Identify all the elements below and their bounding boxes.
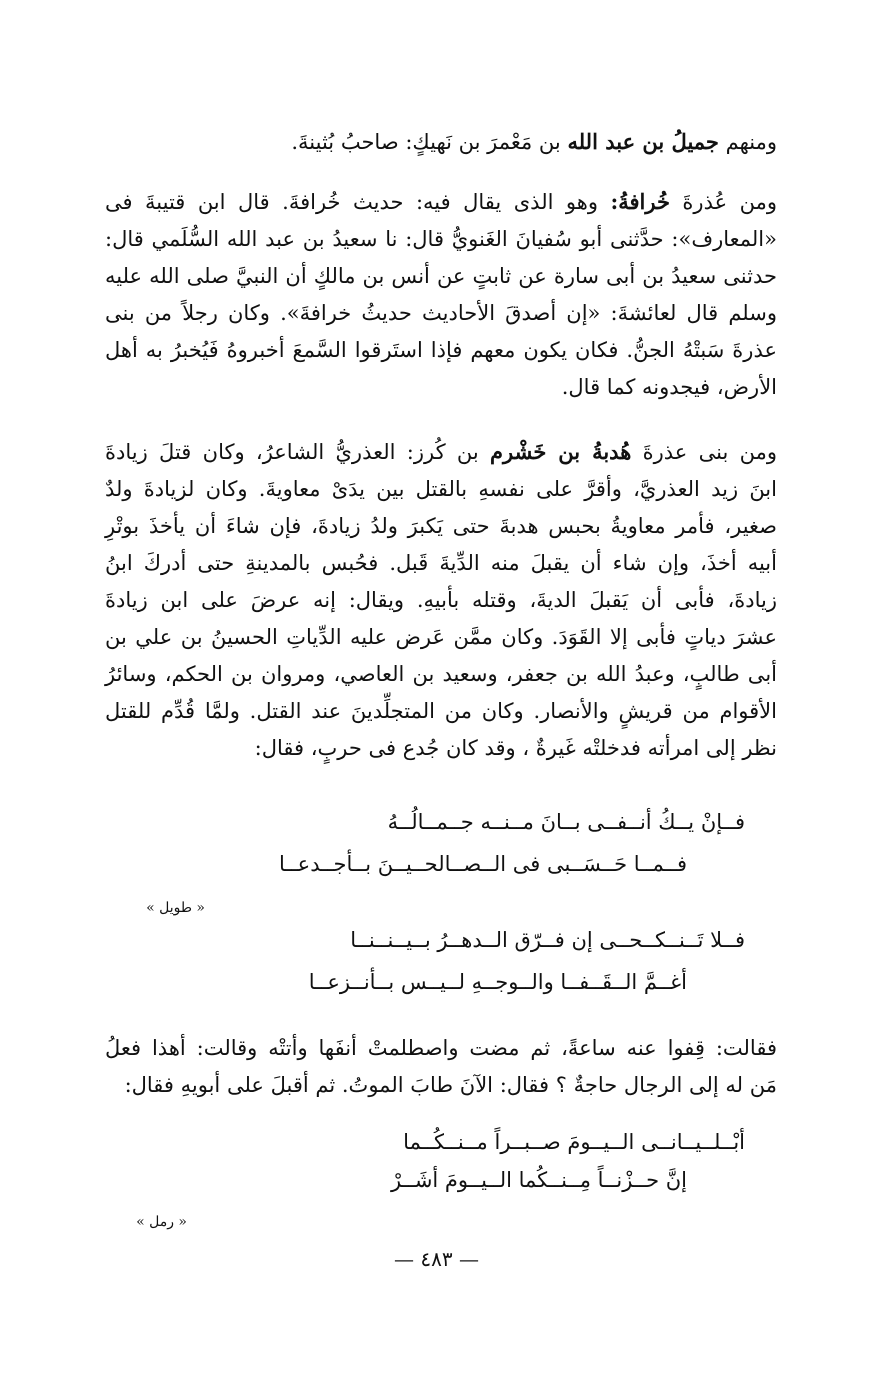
verse-hemistich: أبْــلــيــانــى الــيــومَ صــبــراً مــنــكُــما <box>403 1130 745 1154</box>
person-name: هُدبةُ بن خَشْرم <box>490 439 632 464</box>
verse-hemistich: فــإنْ يــكُ أنــفــى بــانَ مــنــه جــمــالُــهُ <box>387 810 745 834</box>
text-span: وهو الذى يقال فيه: حديث خُرافةَ. قال ابن قتيبةَ فى <box>105 190 598 214</box>
text-line: الأقوام من قريشٍ والأنصار. وكان من المتجلِّدينَ عند القتل. ولمَّا قُدِّم للقتل <box>105 699 777 723</box>
person-name: خُرافةُ: <box>610 189 670 214</box>
text-line: صغير، فأمر معاويةُ بحبس هدبةَ حتى يَكبرَ ولدُ زيادةَ، فإن شاءَ أن يأخذَ بوتْرِ <box>105 514 777 538</box>
text-line: ابنَ زيد العذريَّ، وأقرَّ على نفسهِ بالقتل بين يدَىْ معاويةَ. وكان لزيادةَ ولدٌ <box>105 477 777 501</box>
verse-hemistich: إنَّ حــزْنــاً مِــنــكُما الــيــومَ أشَــرْ <box>390 1168 687 1192</box>
page-number: — ٤٨٣ — <box>394 1247 479 1271</box>
meter-label: « طويل » <box>146 900 205 916</box>
text-span: بن مَعْمرَ بن نَهيكٍ: صاحبُ بُثينةَ. <box>291 130 561 154</box>
paragraph-jamil <box>105 124 777 160</box>
text-line: نظر إلى امرأته فدخلتْه غَيرةٌ ، وقد كان جُدع فى حربٍ، فقال: <box>254 736 777 760</box>
text-line: «المعارف»: حدَّثنى أبو سُفيانَ الغَنويُّ قال: نا سعيدُ بن عبد الله السُّلَمي قال: <box>105 227 777 251</box>
text-line: أبيه أخذَ، وإن شاء أن يقبلَ منه الدِّيةَ قَبل. فحُبس بالمدينةِ حتى أدركَ ابنُ <box>105 551 777 575</box>
meter-label: « رمل » <box>136 1214 187 1230</box>
text-line: فقالت: قِفوا عنه ساعةً، ثم مضت واصطلمتْ أنفَها وأتتْه وقالت: أهذا فعلُ <box>105 1036 777 1060</box>
text-line: زيادةَ، فأبى أن يَقبلَ الديةَ، وقتله بأبيهِ. ويقال: إنه عرضَ على ابن زيادةَ <box>105 588 777 612</box>
text-line: مَن له إلى الرجال حاجةٌ ؟ فقال: الآنَ طابَ الموتُ. ثم أقبلَ على أبويهِ فقال: <box>124 1073 777 1097</box>
text-line: عذرةَ سَبتْهُ الجنُّ. فكان يكون معهم فإذا استَرقوا السَّمعَ أخبروهُ فَيُخبرُ به أهل <box>105 338 777 362</box>
verse-hemistich: فــمــا حَــسَــبى فى الــصــالحــيــنَ بــأجــدعــا <box>278 852 687 876</box>
text-span: ومن عُذرةَ <box>682 190 777 214</box>
text-line <box>105 434 777 470</box>
text-line: الأرض، فيجدونه كما قال. <box>561 375 777 399</box>
text-line: حدثنى سعيدُ بن أبى سارة عن ثابتٍ عن أنس بن مالكٍ أن النبيَّ صلى الله عليه <box>105 264 777 288</box>
text-line: عشرَ دياتٍ فأبى إلا القَوَدَ. وكان ممَّن عَرض عليه الدِّياتِ الحسينُ بن علي بن <box>105 625 777 649</box>
text-span: ومن بنى عذرةَ <box>642 440 777 464</box>
text-line: أبى طالبٍ، وعبدُ الله بن جعفر، وسعيد بن العاصي، ومروان بن الحكم، وسائرُ <box>105 662 777 686</box>
verse-hemistich: أغــمَّ الــقَــفــا والــوجــهِ لــيــس بــأنــزعــا <box>308 970 687 994</box>
person-name: جميلُ بن عبد الله <box>567 129 719 154</box>
text-line <box>105 184 777 220</box>
text-line: وسلم قال لعائشةَ: «إن أصدقَ الأحاديث حديثُ خرافةَ». وكان رجلاً من بنى <box>105 301 777 325</box>
verse-hemistich: فــلا تَــنــكــحــى إن فــرّق الــدهــرُ بــيــنــنــا <box>350 928 745 952</box>
text-span: ومنهم <box>725 130 777 154</box>
text-span: بن كُرز: العذريُّ الشاعرُ، وكان قتلَ زيادةَ <box>105 440 479 464</box>
